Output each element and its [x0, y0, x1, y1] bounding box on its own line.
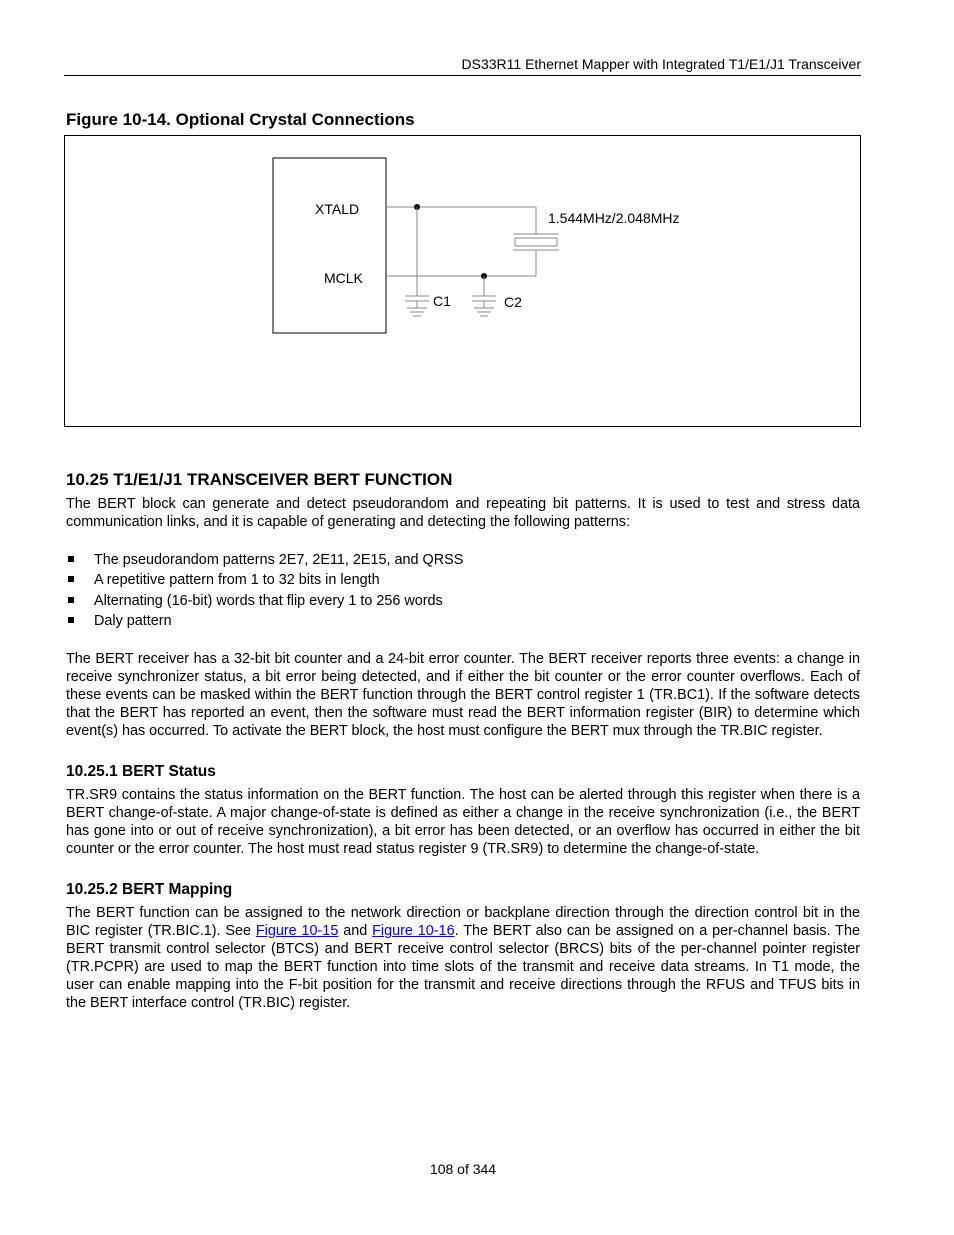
figure-10-15-link[interactable]: Figure 10-15 — [255, 923, 339, 940]
bullet-icon — [68, 576, 74, 582]
figure-10-16-link[interactable]: Figure 10-16 — [372, 923, 455, 940]
bert-mapping-paragraph: The BERT function can be assigned to the network direction or backplane direction through the direction control bit in the BIC register (TR.BIC.1). See Figure 10-15 and Figure 10-16. The BERT also can be assigned on a per-channel basis. The BERT transmit control selector (BTCS) and BERT receive control selector (BRCS) bits of the per-channel pointer register (TR.PCPR) are used to map the BERT function into time slots of the transmit and receive data streams. In T1 mode, the user can enable mapping into the F-bit position for the transmit and receive directions through the RFUS and TFUS bits in the BERT interface control (TR.BIC) register. — [66, 905, 860, 1012]
list-item: A repetitive pattern from 1 to 32 bits in length — [66, 571, 860, 591]
page-number: 108 of 344 — [429, 1161, 497, 1177]
crystal-connection-diagram — [65, 136, 862, 428]
crystal-body — [515, 238, 557, 246]
pin-label-xtald: XTALD — [315, 201, 360, 217]
bert-status-paragraph: TR.SR9 contains the status information on the BERT function. The host can be alerted through this register when there is a BERT change-of-state. A major change-of-state is defined as either a change in the receive synchronization (i.e., the BERT has gone into or out of receive synchronization), a bit error has been detected, or an overflow has occurred in either the bit counter or the error counter. The host must read status register 9 (TR.SR9) to determine the change-of-state. — [66, 787, 860, 858]
intro-paragraph: The BERT block can generate and detect pseudorandom and repeating bit patterns. It is used to test and stress data communication links, and it is capable of generating and detecting the following patterns: — [66, 496, 860, 530]
bullet-icon — [68, 556, 74, 562]
bert-status-heading: 10.25.1 BERT Status — [66, 763, 216, 781]
bullet-icon — [68, 617, 74, 623]
pattern-list — [66, 551, 860, 632]
bullet-icon — [68, 597, 74, 603]
receiver-paragraph: The BERT receiver has a 32-bit bit counter and a 24-bit error counter. The BERT receiver reports three events: a change in receive synchronizer status, a bit error being detected, and if either the bit counter or the error counter overflows. Each of these events can be masked within the BERT function through the BERT control register 1 (TR.BC1). If the software detects that the BERT has reported an event, then the software must read the BERT information register (BIR) to determine which event(s) has occurred. To activate the BERT block, the host must configure the BERT mux through the TR.BIC register. — [66, 651, 860, 740]
figure-box — [64, 135, 861, 427]
list-item: The pseudorandom patterns 2E7, 2E11, 2E15, and QRSS — [66, 551, 860, 571]
c1-label: C1 — [433, 293, 451, 309]
list-item: Alternating (16-bit) words that flip every 1 to 256 words — [66, 592, 860, 612]
list-item: Daly pattern — [66, 612, 860, 632]
chip-block — [273, 158, 386, 333]
document-body — [66, 469, 860, 1012]
c2-label: C2 — [504, 294, 522, 310]
crystal-frequency-label: 1.544MHz/2.048MHz — [548, 210, 680, 226]
document-header-title: DS33R11 Ethernet Mapper with Integrated T1/E1/J1 Transceiver — [461, 56, 861, 72]
bert-mapping-heading: 10.25.2 BERT Mapping — [66, 881, 233, 899]
figure-title: Figure 10-14. Optional Crystal Connections — [66, 110, 415, 129]
header-rule — [64, 75, 861, 76]
pin-label-mclk: MCLK — [324, 270, 363, 286]
section-heading: 10.25 T1/E1/J1 TRANSCEIVER BERT FUNCTION — [66, 470, 453, 489]
